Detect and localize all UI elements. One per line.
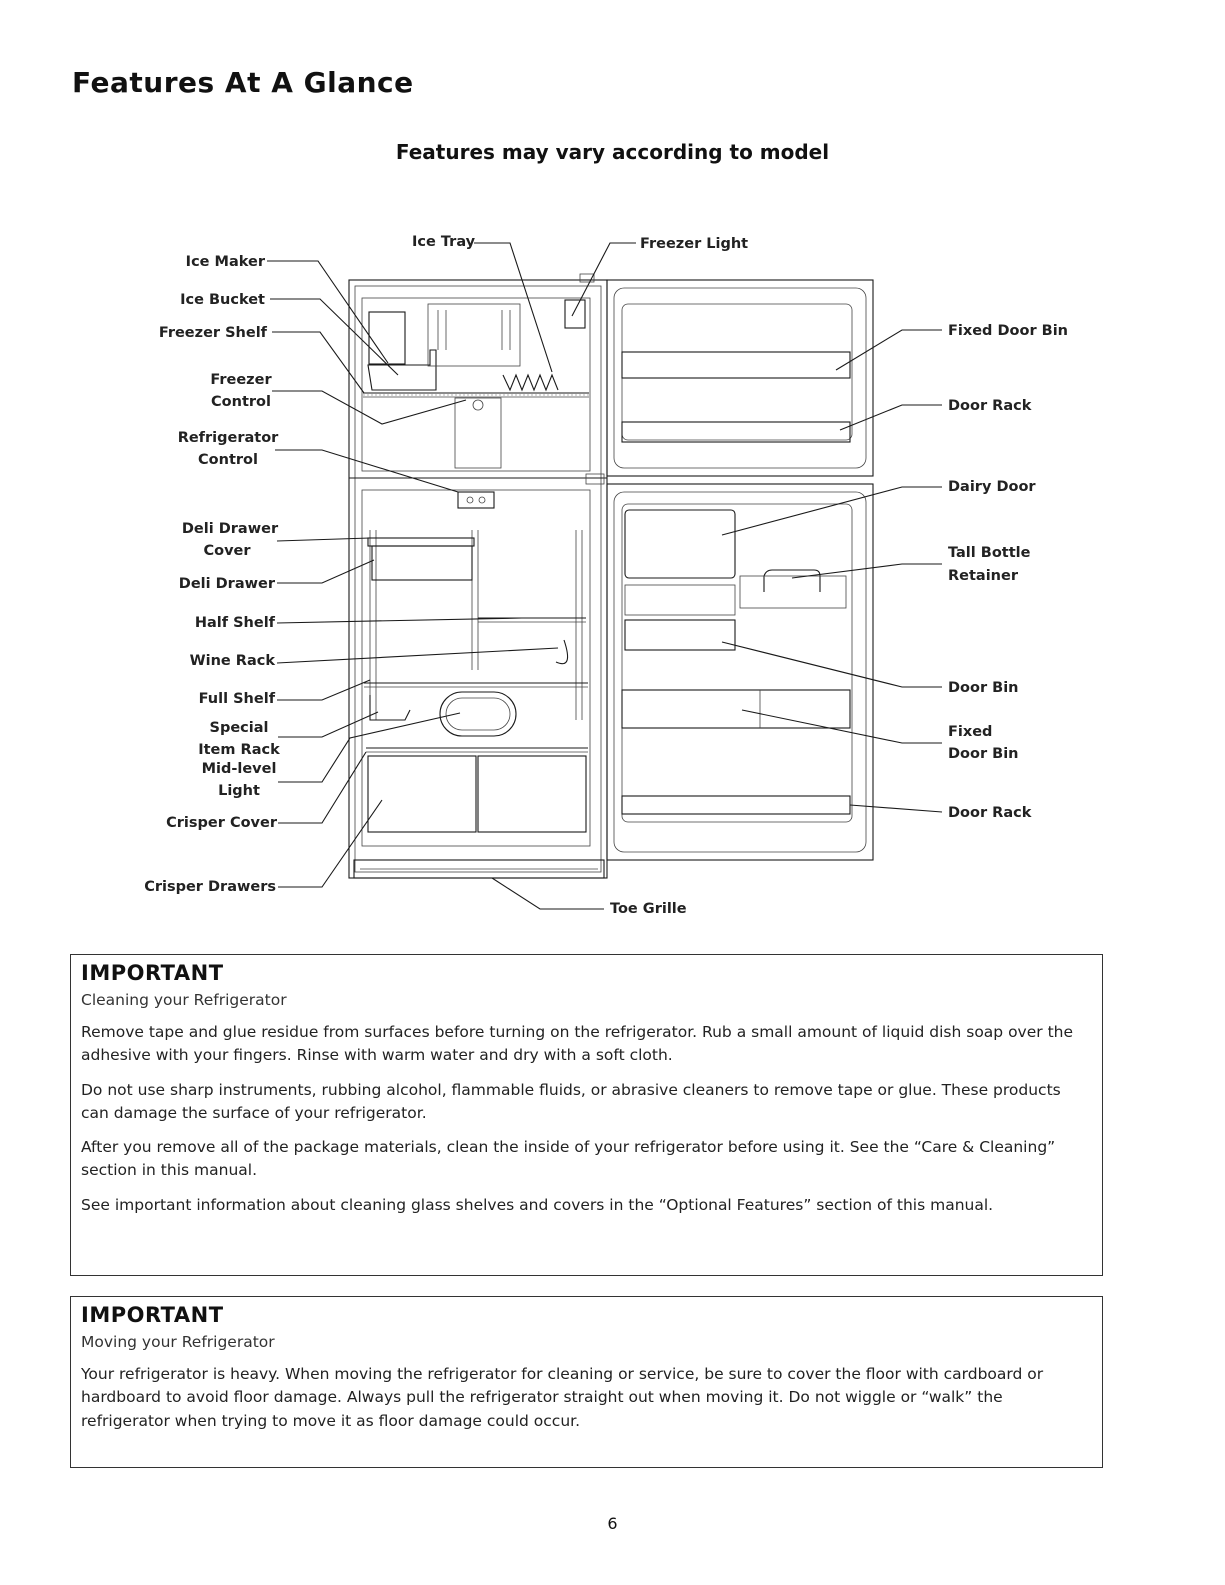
label-mid-level-light-line1: Mid-level [201, 761, 277, 777]
notice-subheading: Moving your Refrigerator [81, 1333, 275, 1351]
label-freezer-control-line2: Control [211, 394, 271, 410]
label-special-item-rack-line2: Item Rack [198, 742, 280, 758]
label-freezer-light: Freezer Light [640, 236, 749, 252]
label-half-shelf: Half Shelf [194, 615, 275, 631]
label-deli-drawer-cover-line2: Cover [203, 543, 251, 559]
notice-heading: IMPORTANT [81, 961, 224, 985]
important-cleaning-notice [70, 954, 1103, 1276]
label-tall-bottle-retainer-line2: Retainer [948, 568, 1018, 584]
notice-subheading: Cleaning your Refrigerator [81, 991, 287, 1009]
label-special-item-rack-line1: Special [209, 720, 269, 736]
label-mid-level-light-line2: Light [218, 783, 260, 799]
label-ice-tray: Ice Tray [412, 234, 476, 250]
label-door-bin: Door Bin [948, 680, 1019, 696]
label-ice-maker: Ice Maker [185, 254, 265, 270]
page-title: Features At A Glance [72, 66, 414, 99]
label-door-rack-top: Door Rack [948, 398, 1032, 414]
label-toe-grille: Toe Grille [610, 901, 687, 917]
label-ice-bucket: Ice Bucket [180, 292, 265, 308]
label-refrigerator-control-line1: Refrigerator [177, 430, 279, 446]
label-tall-bottle-retainer-line1: Tall Bottle [948, 545, 1031, 561]
notice-paragraph: See important information about cleaning glass shelves and covers in the “Optional Features” section of this manual. [81, 1195, 994, 1214]
refrigerator-diagram [0, 200, 1225, 935]
model-note: Features may vary according to model [395, 140, 830, 164]
important-moving-notice [70, 1296, 1103, 1468]
label-deli-drawer: Deli Drawer [178, 576, 275, 592]
notice-heading: IMPORTANT [81, 1303, 224, 1327]
label-full-shelf: Full Shelf [198, 691, 275, 707]
label-crisper-drawers: Crisper Drawers [144, 879, 276, 895]
refrigerator-doors [607, 280, 873, 860]
label-freezer-control-line1: Freezer [210, 372, 272, 388]
page-number: 6 [607, 1514, 618, 1533]
notice-paragraph: Do not use sharp instruments, rubbing alcohol, flammable fluids, or abrasive cleaners to remove tape or glue. These products can damage the surface of your refrigerator. [81, 1080, 1061, 1122]
label-fixed-door-bin-lower-line1: Fixed [948, 724, 993, 740]
label-crisper-cover: Crisper Cover [166, 815, 277, 831]
notice-paragraph: Your refrigerator is heavy. When moving the refrigerator for cleaning or service, be sure to cover the floor with cardboard or hardboard to avoid floor damage. Always pull the refrigerator straight out when moving it. Do not wiggle or “walk” the refrigerator when trying to move it as floor damage could occur. [81, 1365, 1044, 1430]
label-wine-rack: Wine Rack [189, 653, 275, 669]
label-deli-drawer-cover-line1: Deli Drawer [181, 521, 279, 537]
label-fixed-door-bin-lower-line2: Door Bin [948, 746, 1019, 762]
callout-labels [144, 234, 1068, 917]
label-dairy-door: Dairy Door [948, 479, 1036, 495]
label-fixed-door-bin-top: Fixed Door Bin [948, 323, 1068, 339]
notice-paragraph: Remove tape and glue residue from surfaces before turning on the refrigerator. Rub a small amount of liquid dish soap over the adhesive with your fingers. Rinse with warm water and dry with a soft cloth. [81, 1023, 1073, 1065]
label-door-rack-bottom: Door Rack [948, 805, 1032, 821]
notice-paragraph: After you remove all of the package materials, clean the inside of your refrigerator before using it. See the “Care & Cleaning” section in this manual. [81, 1138, 1056, 1180]
label-refrigerator-control-line2: Control [198, 452, 258, 468]
label-freezer-shelf: Freezer Shelf [158, 325, 267, 341]
